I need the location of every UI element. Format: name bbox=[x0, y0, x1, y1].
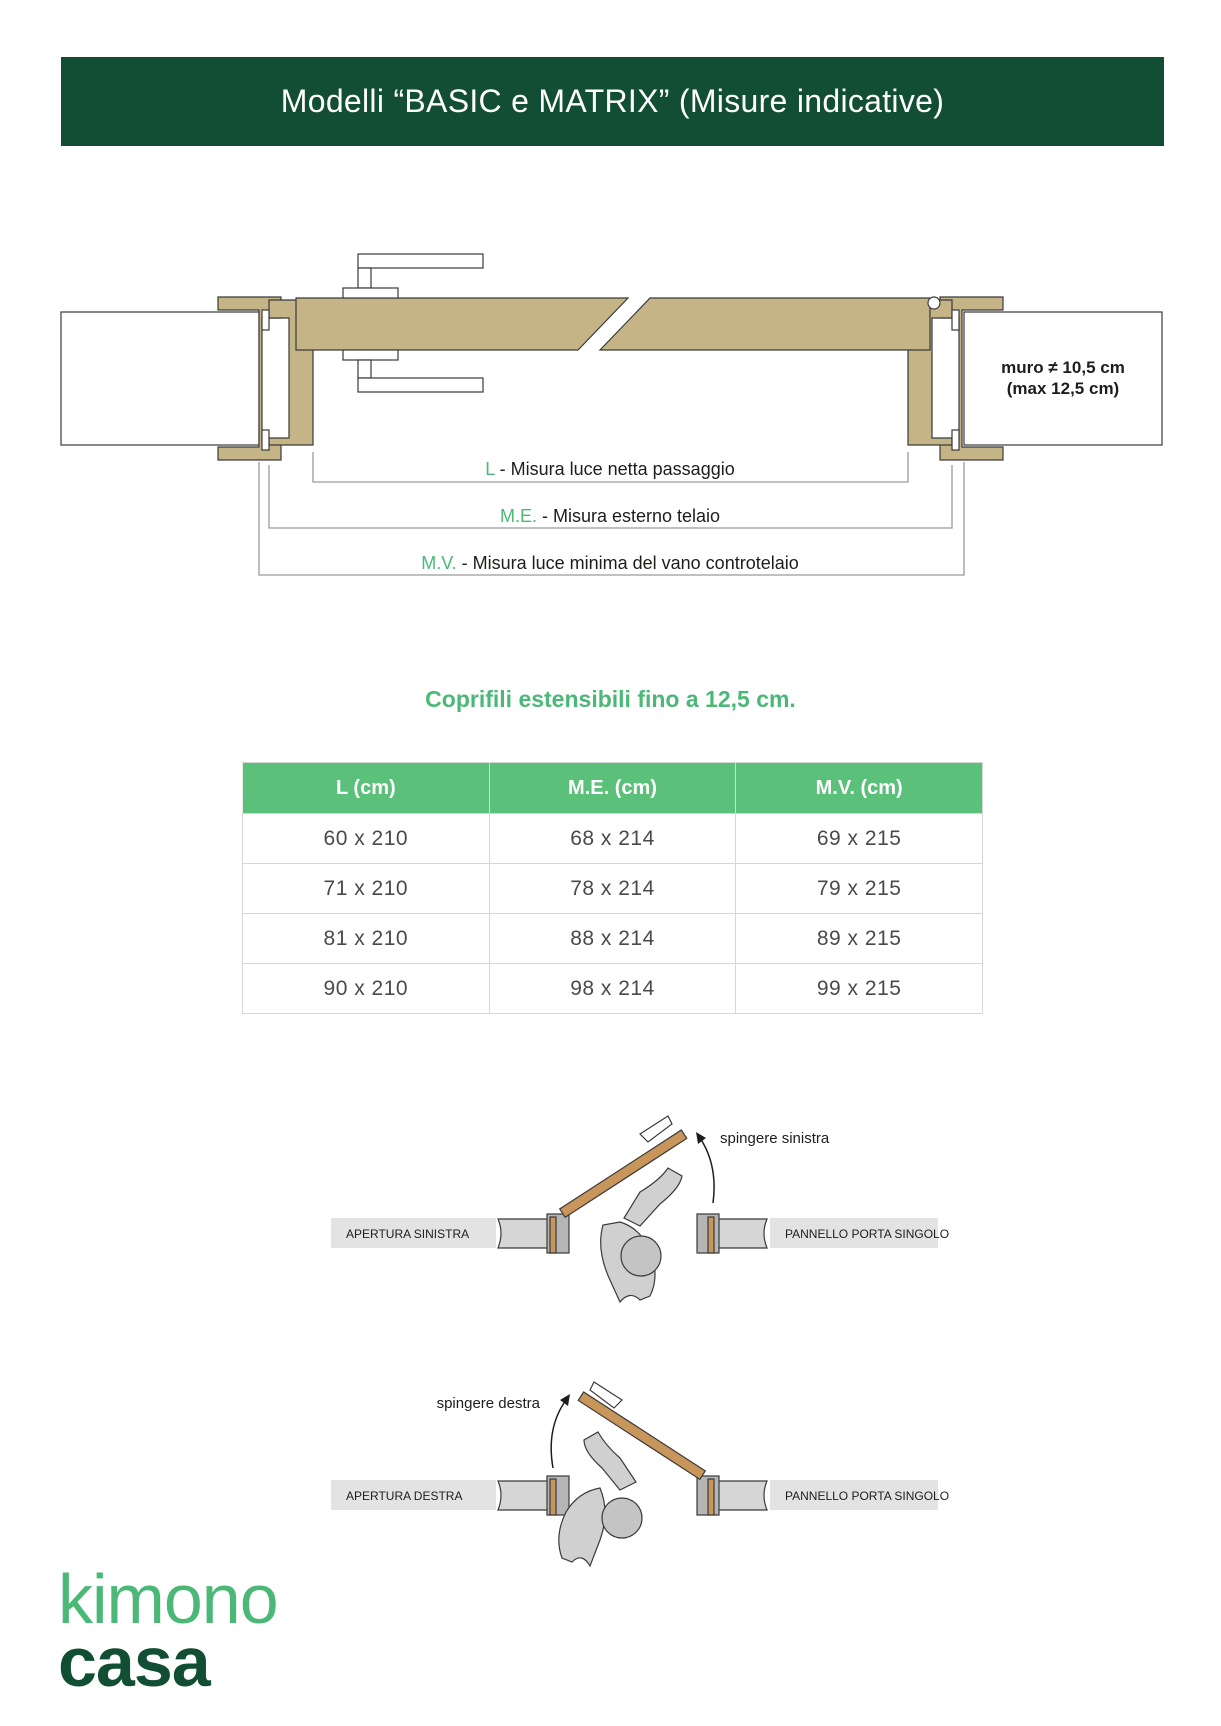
table-row bbox=[243, 814, 983, 864]
person-icon bbox=[559, 1432, 642, 1566]
table-cell: 60 x 210 bbox=[243, 814, 490, 864]
opening-right-panel-label: PANNELLO PORTA SINGOLO bbox=[785, 1489, 950, 1503]
push-right-label: spingere destra bbox=[436, 1395, 540, 1412]
logo-line-kimono: kimono bbox=[58, 1560, 278, 1638]
opening-left-label: APERTURA SINISTRA bbox=[346, 1227, 470, 1241]
column-header-mv: M.V. (cm) bbox=[736, 763, 983, 814]
opening-left-diagram bbox=[0, 1100, 1221, 1330]
door-section-diagram bbox=[0, 0, 1221, 600]
dimension-label-mv: M.V. - Misura luce minima del vano controtelaio bbox=[421, 553, 799, 573]
table-cell: 71 x 210 bbox=[243, 864, 490, 914]
door-handle-icon bbox=[640, 1116, 672, 1142]
opening-left-panel-label: PANNELLO PORTA SINGOLO bbox=[785, 1227, 950, 1241]
table-cell: 89 x 215 bbox=[736, 914, 983, 964]
table-cell: 69 x 215 bbox=[736, 814, 983, 864]
table-cell: 78 x 214 bbox=[489, 864, 736, 914]
opening-right-label: APERTURA DESTRA bbox=[346, 1489, 463, 1503]
table-row bbox=[243, 864, 983, 914]
wall-thickness-note: muro ≠ 10,5 cm bbox=[1001, 358, 1125, 377]
page-title: Modelli “BASIC e MATRIX” (Misure indicative) bbox=[280, 83, 945, 119]
coprifili-subtitle: Coprifili estensibili fino a 12,5 cm. bbox=[425, 686, 796, 712]
door-leaf bbox=[296, 298, 930, 350]
wall-thickness-max: (max 12,5 cm) bbox=[1006, 379, 1120, 398]
table-row bbox=[243, 964, 983, 1014]
hinge-icon bbox=[928, 297, 940, 309]
table-cell: 88 x 214 bbox=[489, 914, 736, 964]
table-cell: 99 x 215 bbox=[736, 964, 983, 1014]
logo-line-casa: casa bbox=[58, 1623, 210, 1701]
size-table bbox=[242, 762, 983, 1014]
table-cell: 98 x 214 bbox=[489, 964, 736, 1014]
push-arrow-icon bbox=[700, 1138, 714, 1203]
dimension-label-l: L - Misura luce netta passaggio bbox=[485, 459, 735, 479]
table-header-row bbox=[243, 763, 983, 814]
table-row bbox=[243, 914, 983, 964]
table-cell: 79 x 215 bbox=[736, 864, 983, 914]
wall-left bbox=[61, 312, 259, 445]
push-left-label: spingere sinistra bbox=[720, 1130, 830, 1147]
push-arrow-icon bbox=[551, 1400, 566, 1468]
table-cell: 90 x 210 bbox=[243, 964, 490, 1014]
column-header-me: M.E. (cm) bbox=[489, 763, 736, 814]
column-header-l: L (cm) bbox=[243, 763, 490, 814]
table-cell: 81 x 210 bbox=[243, 914, 490, 964]
brand-logo bbox=[58, 1560, 278, 1701]
dimension-label-me: M.E. - Misura esterno telaio bbox=[499, 506, 721, 526]
person-icon bbox=[601, 1168, 682, 1302]
table-cell: 68 x 214 bbox=[489, 814, 736, 864]
